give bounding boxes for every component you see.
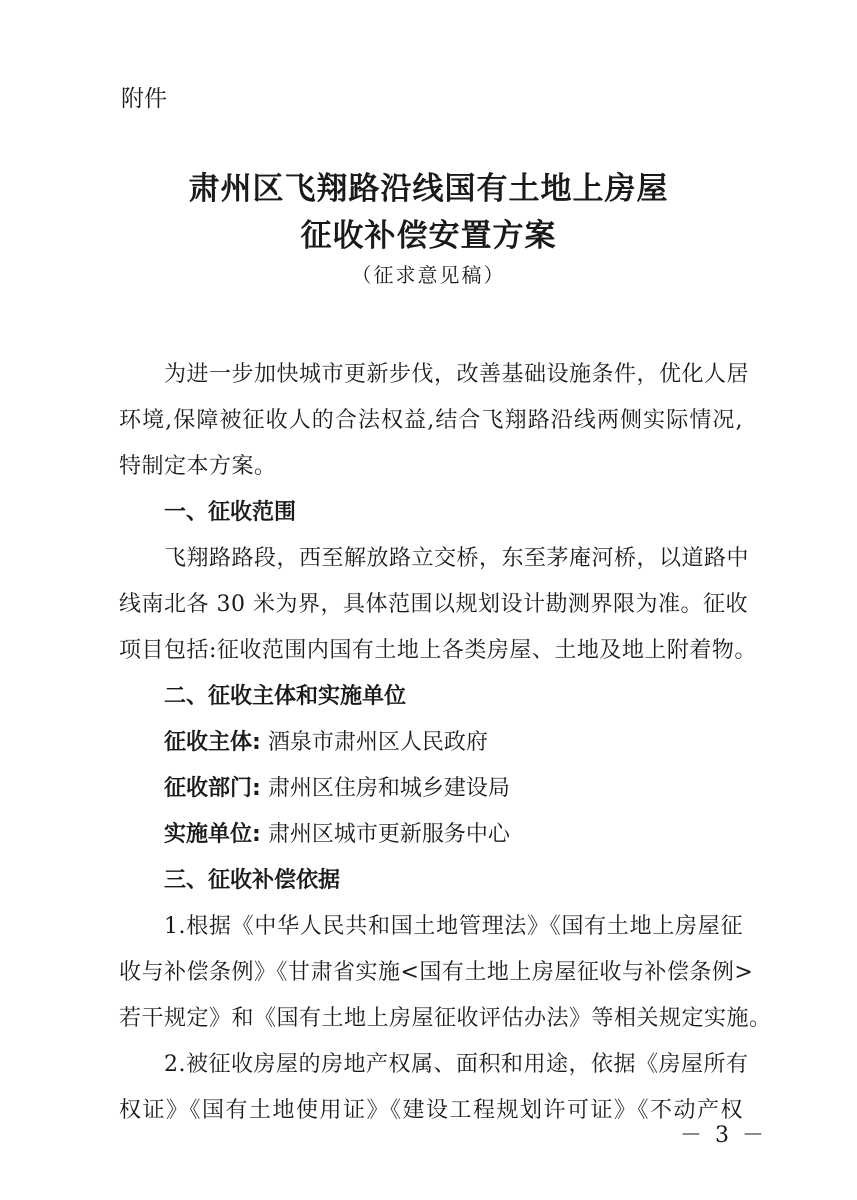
field-value: 酒泉市肃州区人民政府 bbox=[267, 730, 488, 755]
paragraph-line: 收与补偿条例》《甘肃省实施<国有土地上房屋征收与补偿条例> bbox=[119, 960, 754, 985]
document-subtitle: （征求意见稿） bbox=[351, 263, 506, 287]
field-label: 征收部门: bbox=[164, 776, 261, 801]
section-heading: 三、征收补偿依据 bbox=[164, 868, 341, 893]
key-value-row bbox=[164, 820, 510, 850]
intro-line: 特制定本方案。 bbox=[119, 454, 277, 479]
section-heading: 一、征收范围 bbox=[164, 500, 297, 525]
key-value-row bbox=[164, 774, 510, 804]
paragraph-line: 线南北各 30 米为界，具体范围以规划设计勘测界限为准。征收 bbox=[119, 592, 748, 617]
intro-line: 环境,保障被征收人的合法权益,结合飞翔路沿线两侧实际情况, bbox=[119, 408, 743, 433]
paragraph-line: 权证》《国有土地使用证》《建设工程规划许可证》《不动产权 bbox=[119, 1098, 743, 1123]
paragraph-line: 项目包括:征收范围内国有土地上各类房屋、土地及地上附着物。 bbox=[119, 638, 757, 663]
section-heading: 二、征收主体和实施单位 bbox=[164, 684, 407, 709]
field-label: 实施单位: bbox=[164, 822, 261, 847]
field-value: 肃州区城市更新服务中心 bbox=[267, 822, 510, 847]
attachment-label: 附件 bbox=[121, 86, 167, 112]
paragraph-line: 若干规定》和《国有土地上房屋征收评估办法》等相关规定实施。 bbox=[119, 1006, 772, 1031]
intro-line: 为进一步加快城市更新步伐，改善基础设施条件，优化人居 bbox=[164, 362, 750, 387]
field-value: 肃州区住房和城乡建设局 bbox=[267, 776, 510, 801]
paragraph-line: 2.被征收房屋的房地产权属、面积和用途，依据《房屋所有 bbox=[164, 1052, 749, 1077]
paragraph-line: 飞翔路路段，西至解放路立交桥，东至茅庵河桥，以道路中 bbox=[164, 546, 750, 571]
field-label: 征收主体: bbox=[164, 730, 261, 755]
document-title-line2: 征收补偿安置方案 bbox=[300, 218, 557, 254]
paragraph-line: 1.根据《中华人民共和国土地管理法》《国有土地上房屋征 bbox=[164, 914, 743, 939]
document-title-line1: 肃州区飞翔路沿线国有土地上房屋 bbox=[188, 171, 669, 207]
page-number: － 3 － bbox=[680, 1123, 767, 1148]
key-value-row bbox=[164, 728, 488, 758]
